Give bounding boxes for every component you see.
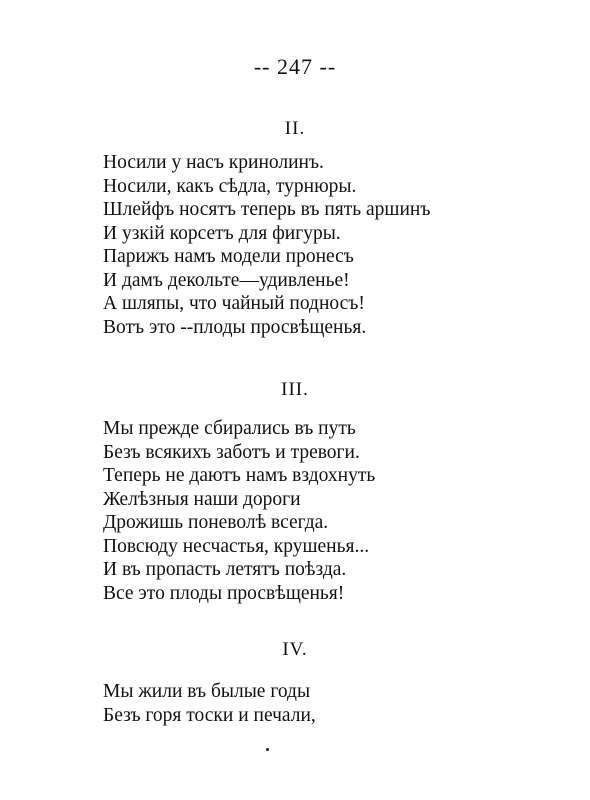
verse-line: Безъ всякихъ заботъ и тревоги. bbox=[103, 441, 360, 463]
verse-line: И въ пропасть летятъ поѣзда. bbox=[103, 559, 347, 580]
section-numeral-4: IV. bbox=[282, 639, 308, 660]
verse-line: Носили, какъ сѣдла, турнюры. bbox=[103, 175, 357, 197]
stanza-2 bbox=[103, 151, 553, 339]
verse-line: Мы прежде сбирались въ путь bbox=[103, 418, 356, 439]
verse-line: Все это плоды просвѣщенья! bbox=[103, 582, 345, 604]
section-numeral-2: II. bbox=[284, 118, 306, 139]
verse-line: И узкій корсетъ для фигуры. bbox=[103, 222, 341, 244]
ink-speck bbox=[266, 748, 269, 751]
stanza-4 bbox=[103, 680, 553, 727]
verse-line: Шлейфъ носятъ теперь въ пять аршинъ bbox=[103, 199, 431, 220]
stanza-3 bbox=[103, 417, 553, 605]
verse-line: Теперь не даютъ намъ вздохнуть bbox=[103, 465, 376, 486]
section-numeral-3: III. bbox=[281, 379, 309, 400]
verse-line: Носили у насъ кринолинъ. bbox=[103, 152, 324, 173]
verse-line: Желѣзныя наши дороги bbox=[103, 488, 301, 510]
verse-line: А шляпы, что чайный подносъ! bbox=[103, 293, 365, 314]
verse-line: Безъ горя тоски и печали, bbox=[103, 704, 316, 726]
page-number: -- 247 -- bbox=[253, 54, 337, 79]
verse-line: И дамъ декольте—удивленье! bbox=[103, 269, 350, 291]
verse-line: Мы жили въ былые годы bbox=[103, 681, 311, 702]
verse-line: Парижъ намъ модели пронесъ bbox=[103, 246, 354, 267]
verse-line: Вотъ это --плоды просвѣщенья. bbox=[103, 316, 367, 338]
verse-line: Дрожишь поневолѣ всегда. bbox=[103, 512, 329, 533]
verse-line: Повсюду несчастья, крушенья... bbox=[103, 535, 370, 557]
